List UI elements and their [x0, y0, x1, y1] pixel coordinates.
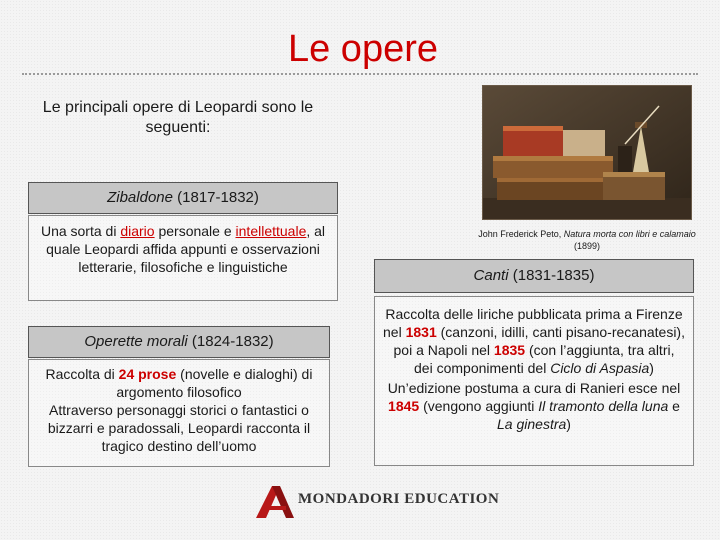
caption-author: John Frederick Peto, [478, 229, 564, 239]
canti-desc-text: (con l’aggiunta, tra altri, dei componimenti del [414, 342, 675, 376]
canti-desc-text: (canzoni, idilli, canti pisano-recanatesi), poi a Napoli nel [393, 324, 685, 358]
zibaldone-title: Zibaldone [107, 189, 173, 206]
canti-title-ginestra: La ginestra [497, 416, 567, 432]
canti-title: Canti [473, 267, 509, 284]
operette-description [28, 359, 330, 467]
canti-para-1 [383, 305, 685, 377]
operette-para-1 [35, 365, 323, 401]
painting-image [482, 85, 692, 220]
operette-desc-text: Raccolta di [45, 366, 119, 382]
zibaldone-desc-text: personale e [154, 223, 236, 239]
title-divider [22, 73, 698, 75]
canti-desc-text: ) [566, 416, 571, 432]
canti-desc-text: ) [649, 360, 654, 376]
zibaldone-years: (1817-1832) [172, 189, 259, 206]
zibaldone-desc-text: , al quale Leopardi affida appunti e osservazioni letterarie, filosofiche e linguistiche [46, 223, 326, 275]
painting-caption [474, 228, 700, 252]
canti-desc-text: Raccolta delle liriche pubblicata prima a Firenze nel [383, 306, 683, 340]
caption-title: Natura morta con libri e calamaio [563, 229, 696, 239]
operette-years: (1824-1832) [187, 333, 274, 350]
canti-desc-text: e [668, 398, 680, 414]
canti-title-tramonto: Il tramonto della luna [538, 398, 669, 414]
canti-year-1831: 1831 [405, 324, 437, 340]
canti-desc-text: (vengono aggiunti [419, 398, 539, 414]
canti-year-1835: 1835 [493, 342, 526, 358]
canti-para-2 [383, 379, 685, 433]
slide-title: Le opere [287, 28, 438, 70]
canti-ciclo-aspasia: Ciclo di Aspasia [550, 360, 650, 376]
mondadori-a-logo-icon [252, 484, 296, 520]
books-still-life-illustration [483, 86, 692, 220]
canti-description [374, 296, 694, 466]
canti-year-1845: 1845 [388, 398, 420, 414]
zibaldone-description [28, 215, 338, 301]
operette-desc-text: (novelle e dialoghi) di argomento filosofico [116, 366, 313, 400]
zibaldone-keyword-diario: diario [120, 223, 155, 239]
canti-header [374, 259, 694, 293]
publisher-name: MONDADORI EDUCATION [298, 491, 500, 507]
canti-desc-text: Un’edizione postuma a cura di Ranieri esce nel [387, 380, 681, 396]
caption-year: (1899) [573, 241, 600, 251]
zibaldone-keyword-intellettuale: intellettuale [235, 223, 307, 239]
canti-years: (1831-1835) [508, 267, 595, 284]
zibaldone-desc-text: Una sorta di [40, 223, 121, 239]
zibaldone-header [28, 182, 338, 214]
operette-title: Operette morali [84, 333, 188, 350]
intro-text: Le principali opere di Leopardi sono le seguenti: [42, 99, 314, 136]
operette-header [28, 326, 330, 358]
operette-keyword-prose: 24 prose [118, 366, 177, 382]
operette-para-2: Attraverso personaggi storici o fantastici o bizzarri e paradossali, Leopardi racconta il tragico destino dell’uomo [47, 402, 311, 454]
